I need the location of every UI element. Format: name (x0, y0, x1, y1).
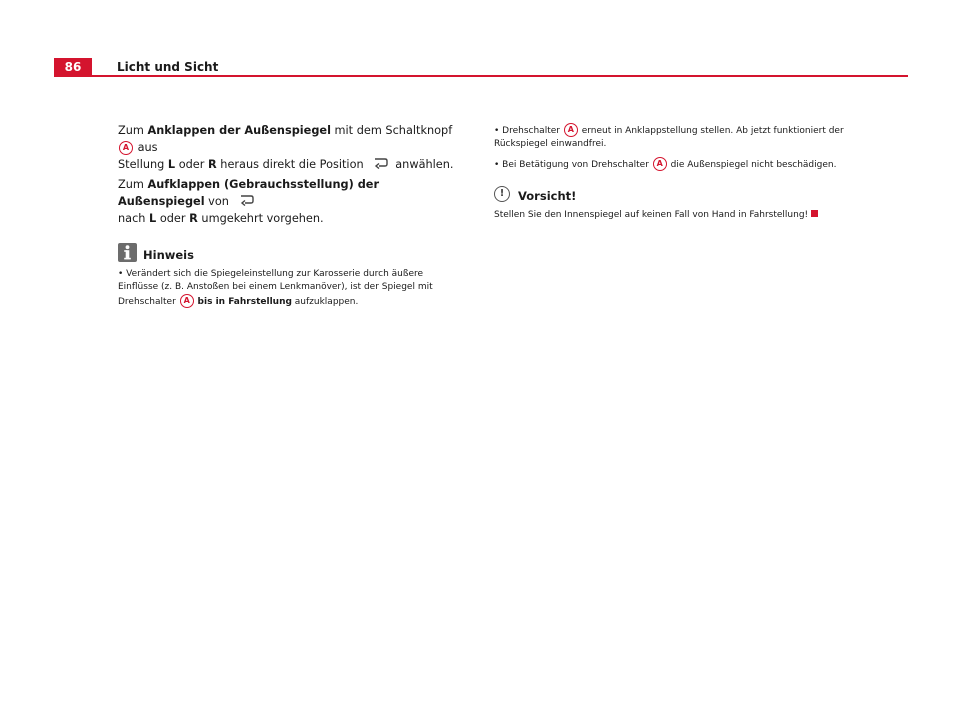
paragraph-fold-out (118, 176, 458, 227)
text: • Bei Betätigung von Drehschalter (494, 160, 652, 170)
note-heading (118, 243, 458, 262)
caution-text (494, 209, 854, 222)
mirror-fold-icon (373, 157, 389, 169)
text: die Außenspiegel nicht beschädigen. (667, 160, 837, 170)
text: • Verändert sich die Spiegeleinstellung zur Karosserie durch äußere (118, 269, 424, 279)
emphasis-r: R (207, 158, 217, 171)
badge-a-icon: A (653, 157, 667, 171)
header-divider (92, 75, 908, 77)
caution-title: Vorsicht! (518, 189, 577, 203)
emphasis-drive-position: bis in Fahrstellung (197, 297, 292, 307)
note-text (118, 268, 458, 309)
text: anwählen. (395, 158, 454, 171)
bullet-anklapp (494, 123, 854, 151)
text: nach (118, 212, 150, 225)
text: Drehschalter (118, 297, 179, 307)
text: aus (134, 141, 158, 154)
text: oder (156, 212, 190, 225)
text: Zum (118, 124, 148, 137)
badge-a-icon: A (119, 141, 133, 155)
text: oder (175, 158, 208, 171)
text: Einflüsse (z. B. Anstoßen bei einem Lenkmanöver), ist der Spiegel mit (118, 282, 433, 292)
text: von (204, 195, 233, 208)
caution-heading (494, 188, 854, 204)
emphasis-l: L (149, 212, 157, 225)
bullet-betaetigung (494, 157, 854, 172)
text: Rückspiegel einwandfrei. (494, 139, 607, 149)
text: Stellen Sie den Innenspiegel auf keinen Fall von Hand in Fahrstellung! (494, 210, 809, 220)
text: heraus direkt die Position (216, 158, 368, 171)
left-column (118, 122, 458, 315)
paragraph-fold-in (118, 122, 458, 173)
info-icon (118, 243, 137, 262)
text: mit dem Schaltknopf (330, 124, 453, 137)
warning-icon: ! (494, 186, 510, 202)
right-column (494, 123, 854, 228)
badge-a-icon: A (564, 123, 578, 137)
note-title: Hinweis (143, 248, 194, 262)
mirror-fold-icon (239, 194, 255, 206)
emphasis-l: L (167, 158, 176, 171)
text: Zum (118, 178, 148, 191)
emphasis-r: R (189, 212, 198, 225)
text: umgekehrt vorgehen. (197, 212, 324, 225)
text: erneut in Anklappstellung stellen. Ab jetzt funktioniert der (578, 126, 844, 136)
badge-a-icon: A (180, 294, 194, 308)
emphasis-fold-out: Aufklappen (Gebrauchsstellung) der Außenspiegel (118, 178, 380, 208)
page-number: 86 (54, 58, 92, 77)
end-marker-icon (811, 210, 818, 217)
section-title: Licht und Sicht (117, 60, 219, 74)
text: • Drehschalter (494, 126, 563, 136)
text: aufzuklappen. (291, 297, 359, 307)
text: Stellung (118, 158, 168, 171)
emphasis-fold-in: Anklappen der Außenspiegel (147, 124, 331, 137)
